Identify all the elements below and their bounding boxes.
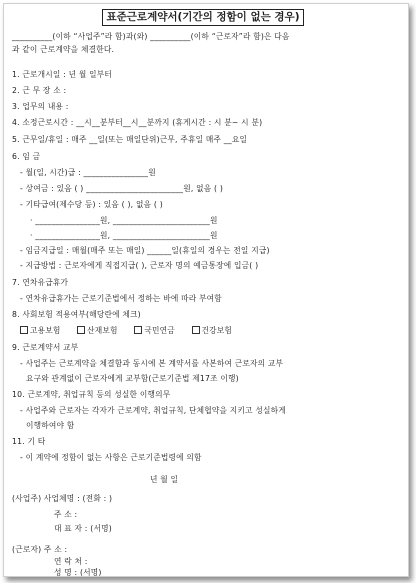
section-9-detail-2: 요구와 관계없이 근로자에게 교부함(근로기준법 제17조 이행) <box>26 374 239 383</box>
section-6-other-pay-row-2: · ________________원, ________________________원 <box>30 231 218 240</box>
section-8-social-insurance: 8. 사회보험 적용여부(해당란에 체크) <box>12 310 141 319</box>
national-pension-label: 국민연금 <box>144 326 175 335</box>
checkbox-industrial-accident[interactable] <box>77 326 85 334</box>
worker-address-line: (근로자) 주 소 : <box>12 545 68 554</box>
section-2-workplace: 2. 근 무 장 소 : <box>12 86 67 95</box>
section-8-options <box>20 326 232 336</box>
employment-insurance-option[interactable] <box>20 326 61 335</box>
employment-insurance-label: 고용보험 <box>30 326 61 335</box>
contract-page <box>3 3 409 577</box>
section-10-detail-2: 이행하여야 함 <box>26 421 75 430</box>
document-title: 표준근로계약서(기간의 정함이 없는 경우) <box>102 9 304 26</box>
employer-address-line: 주 소 : <box>54 510 78 519</box>
health-insurance-label: 건강보험 <box>201 326 233 335</box>
section-7-detail: - 연차유급휴가는 근로기준법에서 정하는 바에 따라 부여함 <box>20 294 222 303</box>
section-6-monthly-wage: - 월(일, 시간)급 : ________________원 <box>20 168 156 177</box>
section-6-bonus: - 상여금 : 있음 ( ) ________________________원, 없음 ( ) <box>20 184 224 193</box>
section-9-detail-1: - 사업주는 근로계약을 체결함과 동시에 본 계약서를 사본하여 근로자의 교부 <box>20 359 284 368</box>
section-6-wage: 6. 임 금 <box>12 152 41 161</box>
signature-date: 년 월 일 <box>150 475 179 484</box>
intro-line-1: __________(이하 “사업주”라 함)과(와) __________(이하 “근로자”라 함)은 다음 <box>12 32 290 41</box>
worker-name-line: 성 명 : (서명) <box>54 568 102 577</box>
section-4-hours: 4. 소정근로시간 : __시__분부터__시__분까지 (휴게시간 : 시 분~ 시 분) <box>12 118 263 127</box>
section-6-pay-day: - 임금지급일 : 매월(매주 또는 매일) ______일(휴일의 경우는 전일 지급) <box>20 246 270 255</box>
checkbox-employment-insurance[interactable] <box>20 326 28 334</box>
employer-representative-line: 대 표 자 : (서명) <box>54 524 112 533</box>
section-6-pay-method: - 지급방법 : 근로자에게 직접지급( ), 근로자 명의 예금통장에 입금( ) <box>20 261 259 270</box>
section-3-duties: 3. 업무의 내용 : <box>12 102 69 111</box>
section-10-obligation: 10. 근로계약, 취업규칙 등의 성실한 이행의무 <box>12 390 171 399</box>
industrial-accident-option[interactable] <box>77 326 118 335</box>
employer-company-line: (사업주) 사업체명 : (전화 : ) <box>12 494 113 503</box>
section-1-start-date: 1. 근로개시일 : 년 월 일부터 <box>12 70 113 79</box>
intro-line-2: 과 같이 근로계약을 체결한다. <box>12 45 115 54</box>
section-7-annual-leave: 7. 연차유급휴가 <box>12 278 69 287</box>
industrial-accident-label: 산재보험 <box>87 326 118 335</box>
section-10-detail-1: - 사업주와 근로자는 각자가 근로계약, 취업규칙, 단체협약을 지키고 성실하게 <box>20 406 286 415</box>
section-9-delivery: 9. 근로계약서 교부 <box>12 343 79 352</box>
national-pension-option[interactable] <box>134 326 175 335</box>
section-5-workdays: 5. 근무일/휴일 : 매주 __일(또는 매일단위)근무, 주휴일 매주 __요일 <box>12 135 248 144</box>
section-6-other-pay-row-1: · ________________원, ________________________원 <box>30 216 218 225</box>
checkbox-national-pension[interactable] <box>134 326 142 334</box>
health-insurance-option[interactable] <box>192 326 233 335</box>
section-11-detail: - 이 계약에 정함이 없는 사항은 근로기준법령에 의함 <box>20 453 202 462</box>
worker-contact-line: 연 락 처 : <box>54 557 88 566</box>
checkbox-health-insurance[interactable] <box>192 326 200 334</box>
section-11-other: 11. 기 타 <box>12 437 46 446</box>
section-6-other-pay: - 기타급여(제수당 등) : 있음 ( ), 없음 ( ) <box>20 200 163 209</box>
